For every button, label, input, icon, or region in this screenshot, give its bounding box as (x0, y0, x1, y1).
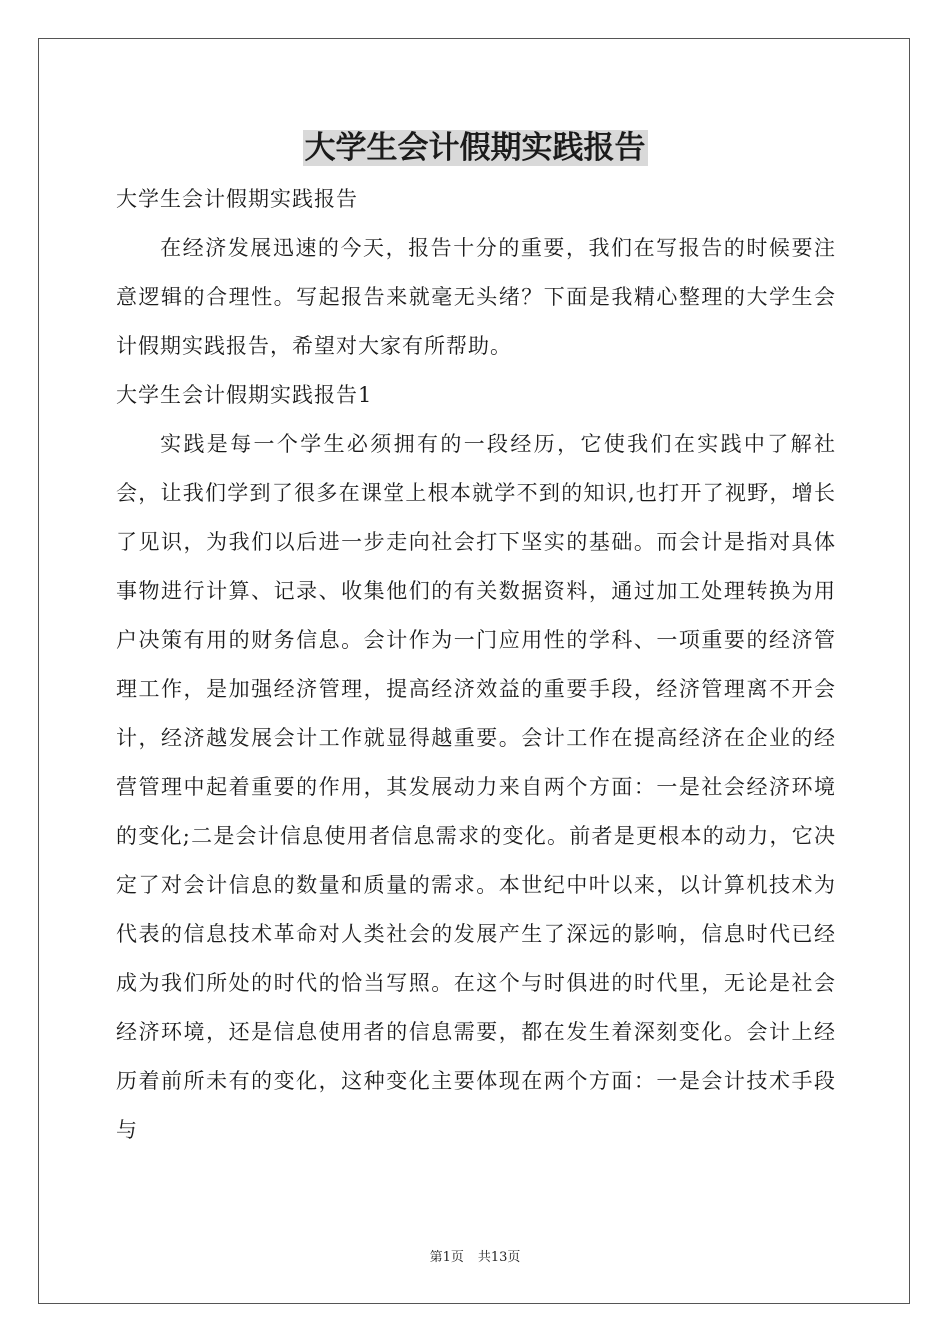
document-body (116, 175, 836, 1155)
document-title (0, 126, 950, 170)
page-total: 共13页 (477, 1250, 521, 1265)
subtitle-paragraph: 大学生会计假期实践报告 (116, 187, 358, 211)
page-footer (0, 1246, 950, 1265)
page-number: 第1页 (429, 1250, 464, 1265)
document-title-text: 大学生会计假期实践报告 (304, 130, 646, 166)
body-paragraph: 实践是每一个学生必须拥有的一段经历，它使我们在实践中了解社会，让我们学到了很多在课堂上根本就学不到的知识,也打开了视野，增长了见识，为我们以后进一步走向社会打下坚实的基础。而会计是指对具体事物进行计算、记录、收集他们的有关数据资料，通过加工处理转换为用户决策有用的财务信息。会计作为一门应用性的学科、一项重要的经济管理工作，是加强经济管理，提高经济效益的重要手段，经济管理离不开会计，经济越发展会计工作就显得越重要。会计工作在提高经济在企业的经营管理中起着重要的作用，其发展动力来自两个方面：一是社会经济环境的变化;二是会计信息使用者信息需求的变化。前者是更根本的动力，它决定了对会计信息的数量和质量的需求。本世纪中叶以来，以计算机技术为代表的信息技术革命对人类社会的发展产生了深远的影响，信息时代已经成为我们所处的时代的恰当写照。在这个与时俱进的时代里，无论是社会经济环境，还是信息使用者的信息需要，都在发生着深刻变化。会计上经历着前所未有的变化，这种变化主要体现在两个方面：一是会计技术手段与 (116, 432, 836, 1142)
intro-paragraph: 在经济发展迅速的今天，报告十分的重要，我们在写报告的时候要注意逻辑的合理性。写起报告来就毫无头绪？下面是我精心整理的大学生会计假期实践报告，希望对大家有所帮助。 (116, 236, 836, 358)
section-heading: 大学生会计假期实践报告1 (116, 383, 373, 407)
